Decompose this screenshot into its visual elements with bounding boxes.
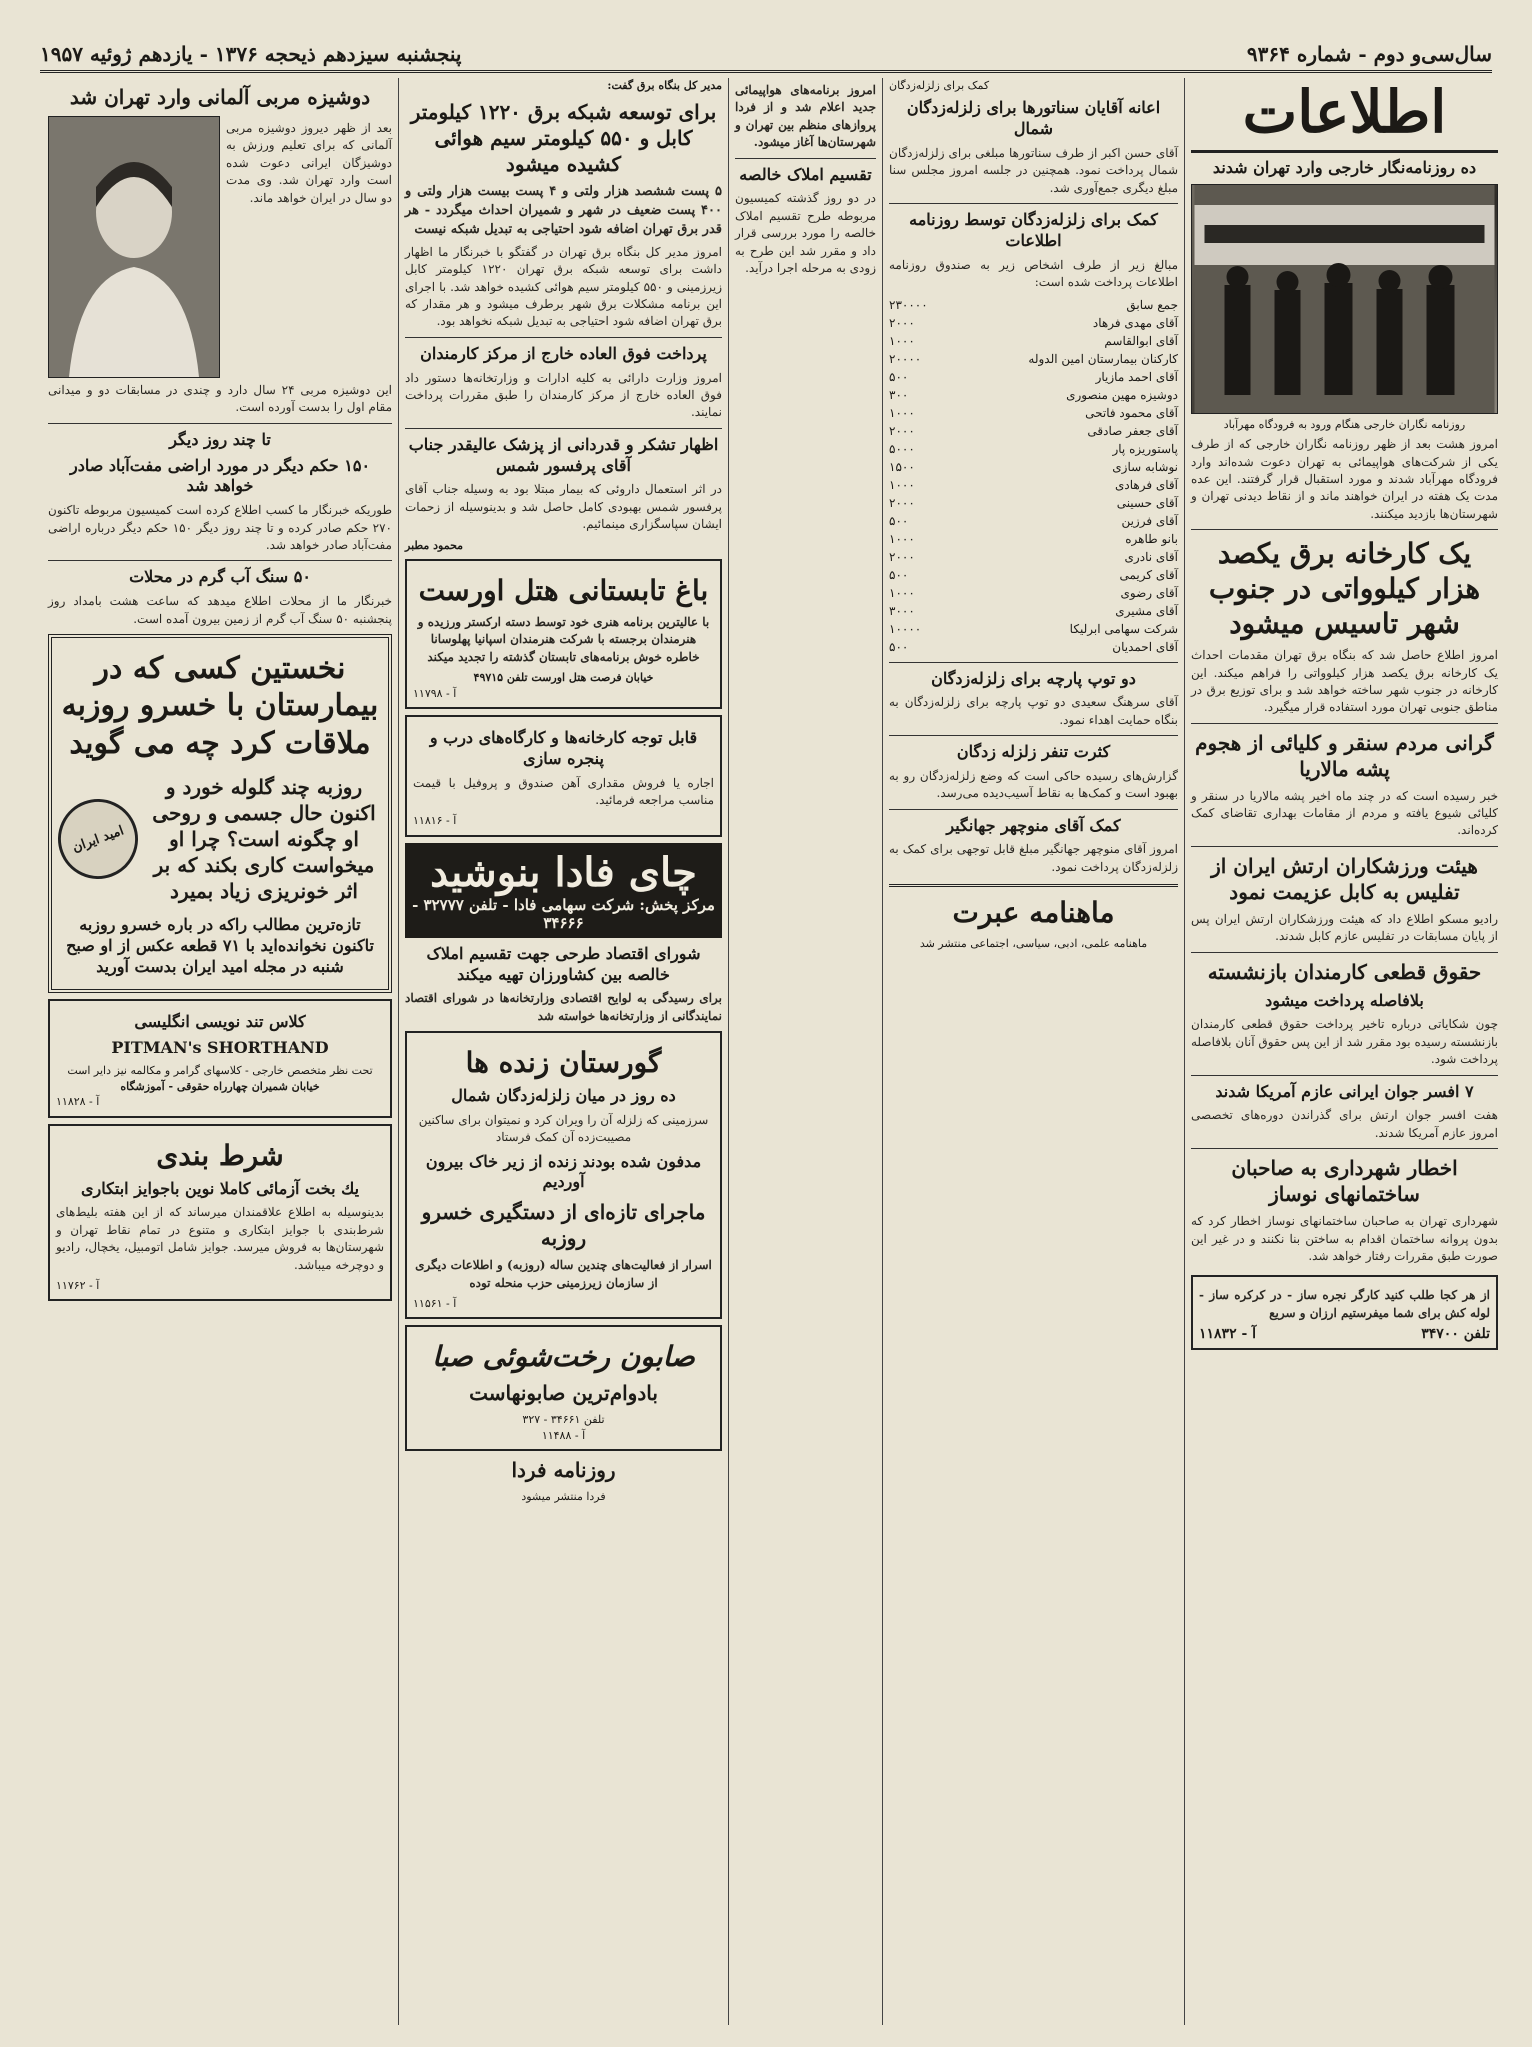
payment-headline: پرداخت فوق العاده خارج از مرکز کارمندان xyxy=(420,343,707,363)
donation-amount: ۱۰۰۰ xyxy=(889,405,915,420)
girl-photo xyxy=(48,116,220,378)
hotel-ad-body: با عالیترین برنامه هنری خود توسط دسته ارکستر ورزیده و هنرمندان برجسته با شرکت هنرمندان اسپانیا پهلوسانا خاطره خوش برنامه‌های تابستان گذشته را تجدید میکند xyxy=(417,615,710,664)
shorthand-ad-title: کلاس تند نویسی انگلیسی xyxy=(134,1011,306,1031)
salary-body: چون شکایاتی درباره تاخیر پرداخت حقوق قطعی کارمندان بازنشسته رسیده بود مقرر شد از این پس حقوق آنان بلافاصله پرداخت شود. xyxy=(1191,1017,1498,1067)
donation-row xyxy=(889,476,1178,494)
tents-body: آقای سرهنگ سعیدی دو توپ پارچه برای زلزله‌زدگان به بنگاه حمایت اهداء نمود. xyxy=(889,695,1178,727)
donation-amount: ۳۰۰۰ xyxy=(889,603,915,618)
estates-headline: تقسیم املاک خالصه xyxy=(739,164,872,184)
shorthand-ad-address: خیابان شمیران چهارراه حقوقی - آموزشگاه xyxy=(120,1079,320,1093)
warning-body: شهرداری تهران به صاحبان ساختمانهای نوساز اخطار کرد که بدون پروانه ساختمان اقدام به ساختن بنا نکنند و در غیر این صورت طبق مقررات رفتار خواهد شد. xyxy=(1191,1214,1498,1263)
donation-row xyxy=(889,440,1178,458)
wrestlers-body: رادیو مسکو اطلاع داد که هیئت ورزشکاران ارتش ایران پس از پایان مسابقات در تفلیس عازم کابل شدند. xyxy=(1191,911,1498,944)
donation-amount: ۱۵۰۰ xyxy=(889,459,915,474)
donation-amount: ۲۰۰۰ xyxy=(889,423,915,438)
donation-name: پاستوریزه پار xyxy=(1112,441,1178,456)
donation-name: نوشابه سازی xyxy=(1112,459,1178,474)
airplane-crowd-illustration xyxy=(1192,185,1497,413)
magazine-ad xyxy=(48,634,392,993)
donation-amount: ۲۳۰۰۰۰ xyxy=(889,297,928,312)
donation-row xyxy=(889,314,1178,332)
donation-name: شرکت سهامی ابرلیکا xyxy=(1069,621,1178,636)
donation-name: آقای حسینی xyxy=(1116,495,1178,510)
magazine-title: ماهنامه عبرت xyxy=(952,896,1115,930)
relief-body: آقای حسن اکبر از طرف سناتورها مبلغی برای زلزله‌زدگان شمال پرداخت نمود. همچنین در جلسه امروز مجلس سنا مبلغ دیگری جمع‌آوری شد. xyxy=(889,145,1178,195)
journalists-body: امروز هشت بعد از ظهر روزنامه نگاران خارجی که از طرف یکی از شرکت‌های هواپیمائی به تهران دعوت شده‌اند وارد فرودگاه مهرآباد شدند و مورد استقبال قرار گرفتند. این عده مدت یک هفته در ایران خواهند ماند و از نقاط دیدنی تهران و شهرستان‌ها بازدید میکنند. xyxy=(1191,437,1498,521)
donation-row xyxy=(889,494,1178,512)
omid-iran-seal: امید ایران xyxy=(47,788,150,891)
salary-subheadline: بلافاصله پرداخت میشود xyxy=(1265,990,1424,1010)
column-3 xyxy=(728,78,882,2025)
donation-amount: ۵۰۰ xyxy=(889,513,909,528)
thanks-body: در اثر استعمال داروئی که بیمار مبتلا بود به وسیله جناب آقای پرفسور شمس بهبودی کامل حاصل شد و بدینوسیله از زحمات ایشان سپاسگزاری مینمائیم. xyxy=(405,482,722,532)
factory-body: امروز اطلاع حاصل شد که بنگاه برق تهران مقدمات احداث یک کارخانه برق یکصد هزار کیلوواتی را فراهم میکند. این کارخانه در جنوب شهر ساخته خواهد شد و برای توزیع برق در مناطق جنوبی تهران مورد استفاده قرار میگیرد. xyxy=(1191,648,1498,715)
shorthand-ad-code: آ - ۱۱۸۲۸ xyxy=(56,1095,100,1109)
tents-headline: دو توپ پارچه برای زلزله‌زدگان xyxy=(931,668,1136,688)
girl-headline: دوشیزه مربی آلمانی وارد تهران شد xyxy=(69,85,371,109)
donation-row xyxy=(889,422,1178,440)
factory-ad-title: قابل توجه کارخانه‌ها و کارگاه‌های درب و پنجره سازی xyxy=(429,727,698,768)
donation-amount: ۱۰۰۰ xyxy=(889,585,915,600)
donation-amount: ۲۰۰۰ xyxy=(889,495,915,510)
thanks-signature: محمود مطبر xyxy=(405,538,464,552)
malaria-body: خبر رسیده است که در چند ماه اخیر پشه مالاریا در سنقر و کلیائی شیوع یافته و مردم از مقامات بهداری تقاضای کمک کرده‌اند. xyxy=(1191,788,1498,838)
donation-name: آقای مهدی فرهاد xyxy=(1092,315,1178,330)
malaria-headline: گرانی مردم سنقر و کلیائی از هجوم پشه مالاریا xyxy=(1195,730,1494,781)
donation-row xyxy=(889,602,1178,620)
workers-ad-phone: تلفن ۳۴۷۰۰ xyxy=(1421,1326,1490,1343)
shorthand-ad xyxy=(48,999,392,1118)
donation-name: آقای رضوی xyxy=(1120,585,1178,600)
column-5 xyxy=(42,78,398,2025)
workers-ad-code: آ - ۱۱۸۳۲ xyxy=(1199,1326,1257,1343)
hotel-ad-address: خیابان فرصت هتل اورست تلفن ۴۹۷۱۵ xyxy=(473,671,654,685)
tea-ad-subtitle: مرکز پخش: شرکت سهامی فادا - تلفن ۳۲۷۷۷ - ۳۴۶۶۶ xyxy=(412,895,715,932)
water-body: خبرنگار ما از محلات اطلاع میدهد که ساعت هشت بامداد روز پنجشنبه ۵۰ سنگ آب گرم از زمین بیرون آمده است. xyxy=(48,594,392,626)
lottery-ad-title: شرط بندی xyxy=(156,1138,284,1172)
column-1 xyxy=(1184,78,1504,2025)
donation-amount: ۱۰۰۰۰ xyxy=(889,621,922,636)
graveyard-buried: مدفون شده بودند زنده از زیر خاک بیرون آوردیم xyxy=(425,1151,702,1192)
power-body: امروز مدیر کل بنگاه برق تهران در گفتگو با خبرنگار ما اظهار داشت برای توسعه شبکه برق تهران ۱۲۲۰ کیلومتر کابل زیرزمینی و ۵۵۰ کیلومتر سیم هوائی کشیده خواهد شد. با اجرای این برنامه مشکلات برق شهر برطرف میشود و هر مقدار که برق تهران اضافه شود احتیاجی به تبدیل شبکه نخواهد بود. xyxy=(405,244,722,329)
donation-amount: ۲۰۰۰ xyxy=(889,549,915,564)
donation-name: آقای نادری xyxy=(1124,549,1178,564)
hotel-ad xyxy=(405,559,722,709)
donation-row xyxy=(889,638,1178,656)
donation-amount: ۲۰۰۰۰ xyxy=(889,351,922,366)
masthead-bar xyxy=(40,38,1492,73)
donation-row xyxy=(889,584,1178,602)
rebuild-headline: ۱۵۰ حکم دیگر در مورد اراضی مفت‌آباد صادر خواهد شد xyxy=(69,455,371,496)
donation-row xyxy=(889,386,1178,404)
power-subheadline: ۵ پست ششصد هزار ولتی و ۴ پست بیست هزار ولتی و ۴۰۰ پست ضعیف در شهر و شمیران احداث میگردد - هر قدر برق تهران اضافه شود احتیاجی به تبدیل شبکه نیست xyxy=(405,184,722,238)
girl-body-continued: این دوشیزه مربی ۲۴ سال دارد و چندی در مسابقات دو و میدانی مقام اول را بدست آورده است. xyxy=(48,383,392,415)
wrestlers-headline: هیئت ورزشکاران ارتش ایران از تفلیس به کابل عزیمت نمود xyxy=(1211,853,1478,904)
donation-name: آقای احمد مازیار xyxy=(1095,369,1178,384)
tomorrow-title: روزنامه فردا xyxy=(511,1458,616,1483)
excess-body: گزارش‌های رسیده حاکی است که وضع زلزله‌زدگان رو به بهبود است و کمک‌ها به نقاط آسیب‌دیده می‌رسد. xyxy=(889,768,1178,801)
workers-ad xyxy=(1191,1275,1498,1350)
salary-headline: حقوق قطعی کارمندان بازنشسته xyxy=(1207,959,1482,984)
donation-amount: ۵۰۰۰ xyxy=(889,441,915,456)
workers-ad-text: از هر کجا طلب کنید کارگر نجره ساز - در کرکره ساز - لوله کش برای شما میفرستیم ارزان و سریع xyxy=(1199,1288,1490,1320)
magazine-subtitle: ماهنامه علمی، ادبی، سیاسی، اجتماعی منتشر شد xyxy=(919,937,1148,951)
tea-ad xyxy=(405,843,722,938)
hotel-ad-title: باغ تابستانی هتل اورست xyxy=(418,574,709,607)
donation-amount: ۵۰۰ xyxy=(889,567,909,582)
donation-name: آقای ابوالقاسم xyxy=(1104,333,1178,348)
donation-name: بانو طاهره xyxy=(1125,531,1178,546)
factory-ad xyxy=(405,715,722,837)
woman-portrait-illustration xyxy=(49,117,219,377)
girl-body: بعد از ظهر دیروز دوشیزه مربی آلمانی که برای تعلیم ورزش به دوشیزگان ایرانی دعوت شده است وارد تهران شد. وی مدت دو سال در ایران خواهد ماند. xyxy=(226,121,392,205)
lottery-ad-body: بدینوسیله به اطلاع علاقمندان میرساند که از این هفته بلیط‌های شرط‌بندی با جوایز ابتکاری و متنوع در تمام نقاط تهران و شهرستان‌ها به فروش میرسد. جوایز شامل اتومبیل، یخچال، رادیو و دوچرخه میباشد. xyxy=(56,1205,384,1272)
donation-amount: ۳۰۰ xyxy=(889,387,909,402)
arrest-body: اسرار از فعالیت‌های چندین ساله (روزبه) و اطلاعات دیگری از سازمان زیرزمینی حزب منحله توده xyxy=(415,1258,712,1290)
graveyard-feature xyxy=(405,1031,722,1319)
donation-amount: ۵۰۰ xyxy=(889,369,909,384)
aid-headline: کمک آقای منوچهر جهانگیر xyxy=(946,815,1121,835)
thanks-headline: اظهار تشکر و قدردانی از پزشک عالیقدر جناب آقای پرفسور شمس xyxy=(408,434,719,475)
soap-ad xyxy=(405,1325,722,1451)
officers-headline: ۷ افسر جوان ایرانی عازم آمریکا شدند xyxy=(1215,1081,1474,1101)
graveyard-body: سرزمینی که زلزله آن را ویران کرد و نمیتوان برای ساکنین مصیبت‌زده آن کمک فرستاد xyxy=(418,1112,709,1145)
issue-date: پنجشنبه سیزدهم ذیحجه ۱۳۷۶ - یازدهم ژوئیه ۱۹۵۷ xyxy=(40,42,462,66)
arrest-title: ماجرای تازه‌ای از دستگیری خسرو روزبه xyxy=(421,1200,706,1251)
column-2 xyxy=(882,78,1184,2025)
factory-ad-body: اجاره یا فروش مقداری آهن صندوق و پروفیل با قیمت مناسب مراجعه فرمائید. xyxy=(413,775,714,807)
donation-row xyxy=(889,458,1178,476)
issue-number: سال‌سی‌و دوم - شماره ۹۳۶۴ xyxy=(1246,42,1492,66)
donation-row xyxy=(889,512,1178,530)
donations-list xyxy=(889,296,1178,656)
journalists-photo xyxy=(1191,184,1498,414)
tomorrow-subtitle: فردا منتشر میشود xyxy=(521,1490,606,1504)
warning-headline: اخطار شهرداری به صاحبان ساختمانهای نوساز xyxy=(1231,1156,1458,1207)
donation-amount: ۱۰۰۰ xyxy=(889,531,915,546)
donation-name: دوشیزه مهین منصوری xyxy=(1066,387,1178,402)
shorthand-ad-body: تحت نظر متخصص خارجی - کلاسهای گرامر و مکالمه نیز دایر است xyxy=(67,1064,373,1078)
donation-name: آقای کریمی xyxy=(1119,567,1178,582)
donation-amount: ۵۰۰ xyxy=(889,639,909,654)
donation-row xyxy=(889,296,1178,314)
council-headline: شورای اقتصاد طرحی جهت تقسیم املاک خالصه بین کشاورزان تهیه میکند xyxy=(426,943,701,984)
shorthand-ad-latin: PITMAN's SHORTHAND xyxy=(111,1037,329,1057)
soap-ad-title: صابون رخت‌شوئی صبا xyxy=(432,1340,695,1374)
rebuild-body: طوریکه خبرنگار ما کسب اطلاع کرده است کمیسیون مربوطه تاکنون ۲۷۰ حکم صادر کرده و تا چند روز دیگر ۱۵۰ حکم دیگر درباره اراضی مفت‌آباد صادر خواهد شد. xyxy=(48,503,392,552)
donation-amount: ۲۰۰۰ xyxy=(889,315,915,330)
soap-ad-phone: تلفن ۳۴۶۶۱ - ۳۲۷ xyxy=(522,1413,605,1427)
donation-name: جمع سابق xyxy=(1126,297,1178,312)
donation-name: آقای فرزین xyxy=(1121,513,1178,528)
donation-name: کارکنان بیمارستان امین الدوله xyxy=(1028,351,1178,366)
hotel-ad-code: آ - ۱۱۷۹۸ xyxy=(413,686,457,700)
magazine-ad-footer: تازه‌ترین مطالب راکه در باره خسرو روزبه تاکنون نخوانده‌اید با ۷۱ قطعه عکس از او صبح شنبه در مجله امید ایران بدست آورید xyxy=(66,915,374,977)
magazine-ad-title: نخستین کسی که در بیمارستان با خسرو روزبه ملاقات کرد چه می گوید xyxy=(61,650,379,761)
council-subheadline: برای رسیدگی به لوایح اقتصادی وزارتخانه‌ها در شورای اقتصاد نمایندگانی از وزارتخانه‌ها خواسته شد xyxy=(405,991,722,1023)
lottery-ad-code: آ - ۱۱۷۶۲ xyxy=(56,1278,100,1292)
donation-row xyxy=(889,548,1178,566)
column-4 xyxy=(398,78,728,2025)
factory-headline: یک کارخانه برق یکصد هزار کیلوواتی در جنوب شهر تاسیس میشود xyxy=(1208,537,1481,641)
journalists-caption: روزنامه نگاران خارجی هنگام ورود به فرودگاه مهرآباد xyxy=(1223,417,1466,431)
officers-body: هفت افسر جوان ارتش برای گذراندن دوره‌های تخصصی امروز عازم آمریکا شدند. xyxy=(1191,1108,1498,1140)
journalists-headline: ده روزنامه‌نگار خارجی وارد تهران شدند xyxy=(1212,158,1477,177)
donation-name: آقای محمود فاتحی xyxy=(1085,405,1178,420)
power-headline: برای توسعه شبکه برق ۱۲۲۰ کیلومتر کابل و ۵۵۰ کیلومتر سیم هوائی کشیده میشود xyxy=(410,100,717,177)
donation-name: آقای جعفر صادقی xyxy=(1087,423,1178,438)
excess-headline: کثرت تنفر زلزله زدگان xyxy=(956,742,1111,762)
relief-headline: اعانه آقایان سناتورها برای زلزله‌زدگان شمال xyxy=(906,98,1161,139)
graveyard-title: گورستان زنده ها xyxy=(465,1046,662,1080)
magazine-ad-body: روزبه چند گلوله خورد و اکنون حال جسمی و روحی او چگونه است؟ چرا او میخواست کاری بکند که بر اثر خونریزی زیاد بمیرد xyxy=(152,775,376,904)
donations-headline: کمک برای زلزله‌زدگان توسط روزنامه اطلاعات xyxy=(909,210,1158,250)
donation-row xyxy=(889,530,1178,548)
donation-amount: ۱۰۰۰ xyxy=(889,333,915,348)
newspaper-logo: اطلاعات xyxy=(1191,78,1498,153)
donation-name: آقای احمدیان xyxy=(1112,639,1178,654)
water-headline: ۵۰ سنگ آب گرم در محلات xyxy=(129,567,311,587)
donation-name: آقای فرهادی xyxy=(1114,477,1178,492)
tea-ad-title: چای فادا بنوشید xyxy=(430,848,697,896)
lottery-ad-subtitle: یك بخت آزمائی کاملا نوین باجوایز ابتکاری xyxy=(80,1178,360,1198)
relief-section-title: کمک برای زلزله‌زدگان xyxy=(889,79,990,92)
donation-row xyxy=(889,404,1178,422)
donation-amount: ۱۰۰۰ xyxy=(889,477,915,492)
donation-row xyxy=(889,620,1178,638)
lottery-ad xyxy=(48,1124,392,1302)
factory-ad-code: آ - ۱۱۸۱۶ xyxy=(413,814,457,828)
payment-body: امروز وزارت دارائی به کلیه ادارات و وزارتخانه‌ها دستور داد فوق العاده خارج از مرکز کارمندان را طبق مقررات پرداخت نمایند. xyxy=(405,370,722,420)
donation-name: آقای مشیری xyxy=(1115,603,1178,618)
estates-body: در دو روز گذشته کمیسیون مربوطه طرح تقسیم املاک خالصه را مورد بررسی قرار داد و مقرر شد این طرح به زودی به مرحله اجرا درآید. xyxy=(735,191,876,275)
arrest-code: آ - ۱۱۵۶۱ xyxy=(413,1297,457,1311)
soap-ad-subtitle: بادوام‌ترین صابونهاست xyxy=(469,1381,658,1406)
donations-intro: مبالغ زیر از طرف اشخاص زیر به صندوق روزنامه اطلاعات پرداخت شده است: xyxy=(889,257,1178,290)
aid-body: امروز آقای منوچهر جهانگیر مبلغ قابل توجهی برای کمک به زلزله‌زدگان پرداخت نمود. xyxy=(889,842,1178,874)
air-body: امروز برنامه‌های هواپیمائی جدید اعلام شد و از فردا پروازهای منظم بین تهران و شهرستان‌ها آغاز میشود. xyxy=(735,83,876,150)
donation-row xyxy=(889,332,1178,350)
power-dept: مدیر کل بنگاه برق گفت: xyxy=(607,79,722,92)
graveyard-subtitle: ده روز در میان زلزله‌زدگان شمال xyxy=(451,1086,676,1106)
soap-ad-code: آ - ۱۱۴۸۸ xyxy=(541,1428,586,1442)
rebuild-pretitle: تا چند روز دیگر xyxy=(169,429,271,449)
donation-row xyxy=(889,350,1178,368)
donation-row xyxy=(889,566,1178,584)
donation-row xyxy=(889,368,1178,386)
